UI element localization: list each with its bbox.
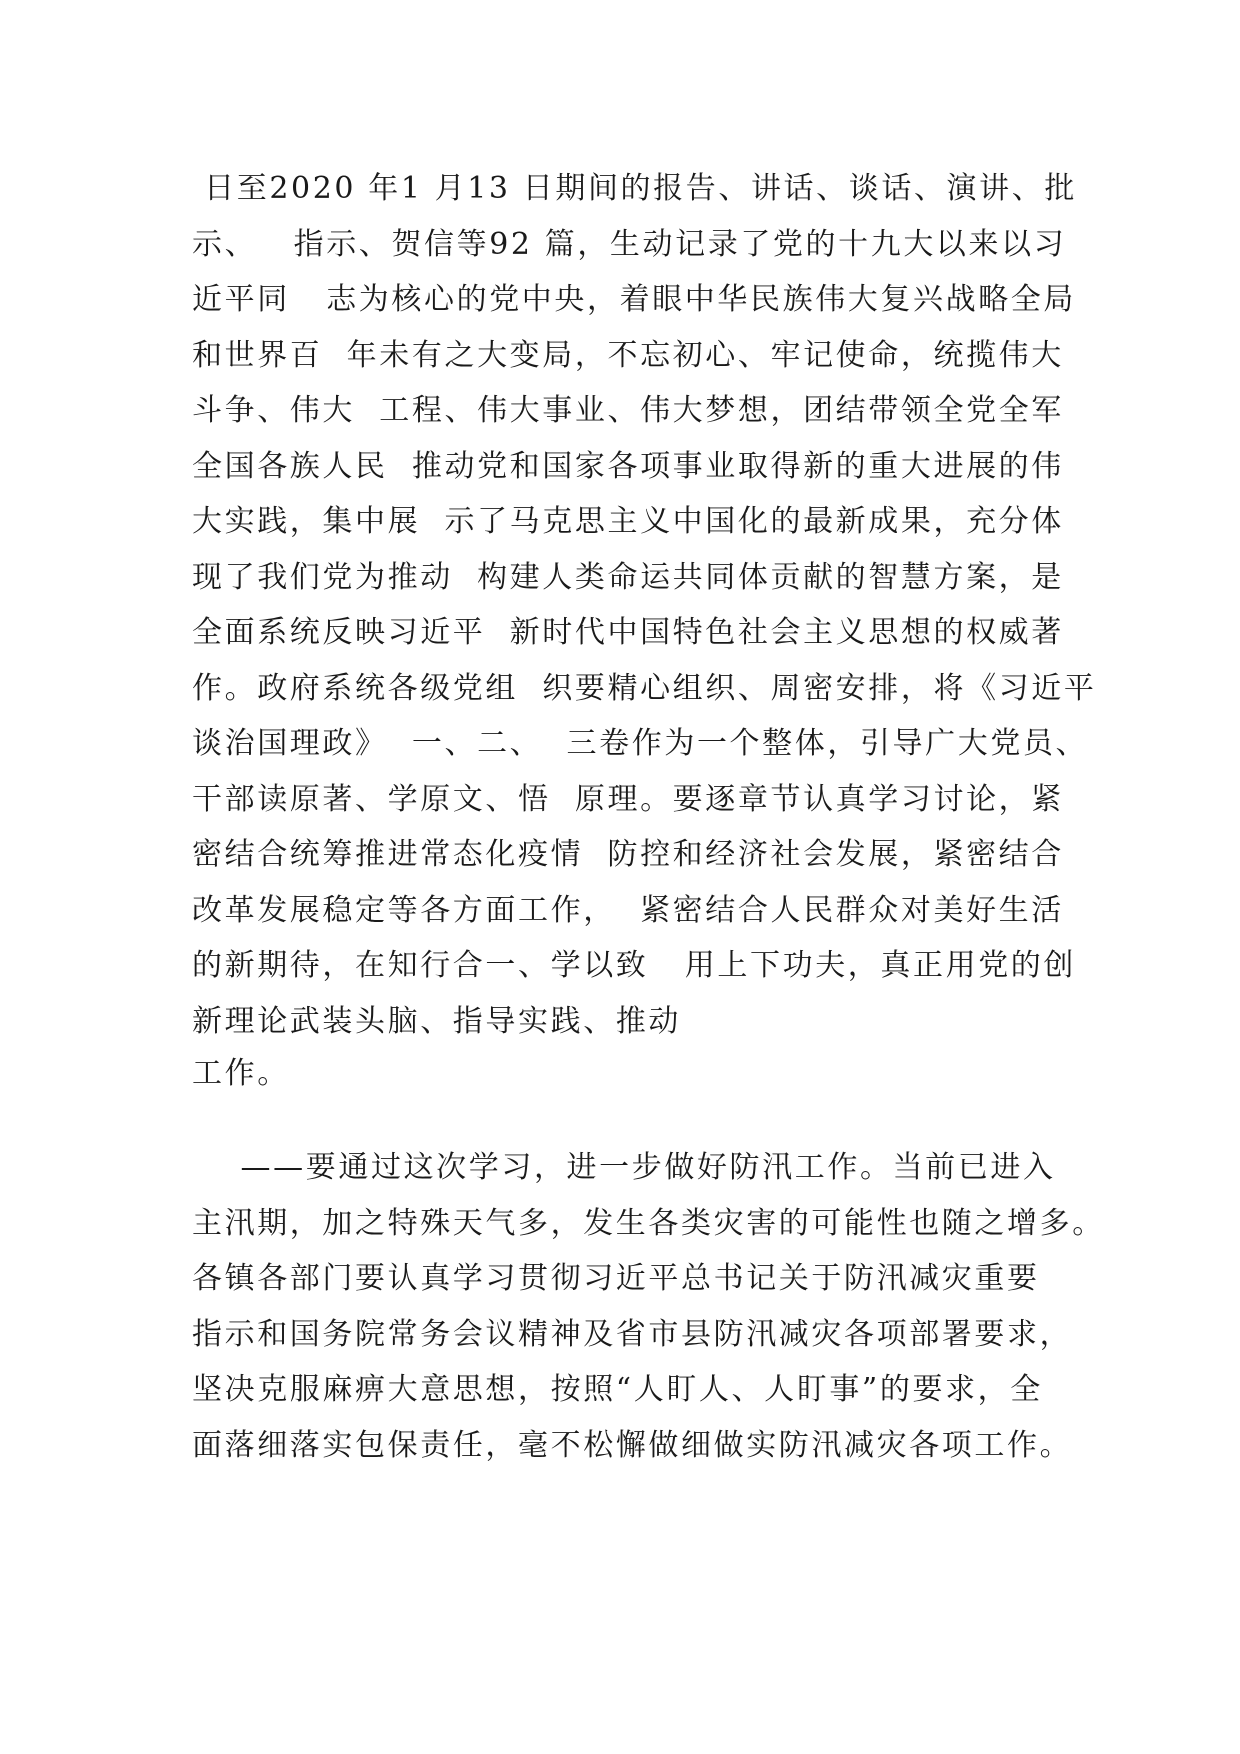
text-line: 面落细落实包保责任，毫不松懈做细做实防汛减灾各项工作。 [192,1428,1073,1463]
text-line: 工作。 [192,1056,290,1091]
text-line: 的新期待，在知行合一、学以致 用上下功夫，真正用党的创 [192,948,1077,983]
text-line: 日至2020 年1 月13 日期间的报告、讲话、谈话、演讲、批 [192,171,1077,206]
text-line: 近平同 志为核心的党中央，着眼中华民族伟大复兴战略全局 [192,282,1077,317]
text-line: 谈治国理政》 一、二、 三卷作为一个整体，引导广大党员、 [192,726,1089,761]
text-line: 指示和国务院常务会议精神及省市县防汛减灾各项部署要求， [192,1317,1073,1352]
text-line: 密结合统筹推进常态化疫情 防控和经济社会发展，紧密结合 [192,837,1064,872]
text-line: 斗争、伟大 工程、伟大事业、伟大梦想，团结带领全党全军 [192,393,1064,428]
text-line: ——要通过这次学习，进一步做好防汛工作。当前已进入 [192,1150,1056,1185]
text-line: 大实践，集中展 示了马克思主义中国化的最新成果，充分体 [192,504,1064,539]
text-line: 坚决克服麻痹大意思想，按照“人盯人、人盯事”的要求，全 [192,1372,1043,1407]
text-line: 干部读原著、学原文、悟 原理。要逐章节认真学习讨论，紧 [192,782,1064,817]
text-line: 各镇各部门要认真学习贯彻习近平总书记关于防汛减灾重要 [192,1261,1040,1296]
text-line: 作。政府系统各级党组 织要精心组织、周密安排，将《习近平 [192,671,1097,706]
text-line: 改革发展稳定等各方面工作， 紧密结合人民群众对美好生活 [192,893,1064,928]
text-line: 全面系统反映习近平 新时代中国特色社会主义思想的权威著 [192,615,1064,650]
text-line: 新理论武装头脑、指导实践、推动 [192,1004,681,1039]
text-line: 现了我们党为推动 构建人类命运共同体贡献的智慧方案，是 [192,560,1064,595]
text-line: 示、 指示、贺信等92 篇，生动记录了党的十九大以来以习 [192,227,1067,262]
text-line: 全国各族人民 推动党和国家各项事业取得新的重大进展的伟 [192,449,1064,484]
text-line: 主汛期，加之特殊天气多，发生各类灾害的可能性也随之增多。 [192,1206,1105,1241]
text-line: 和世界百 年未有之大变局，不忘初心、牢记使命，统揽伟大 [192,338,1064,373]
